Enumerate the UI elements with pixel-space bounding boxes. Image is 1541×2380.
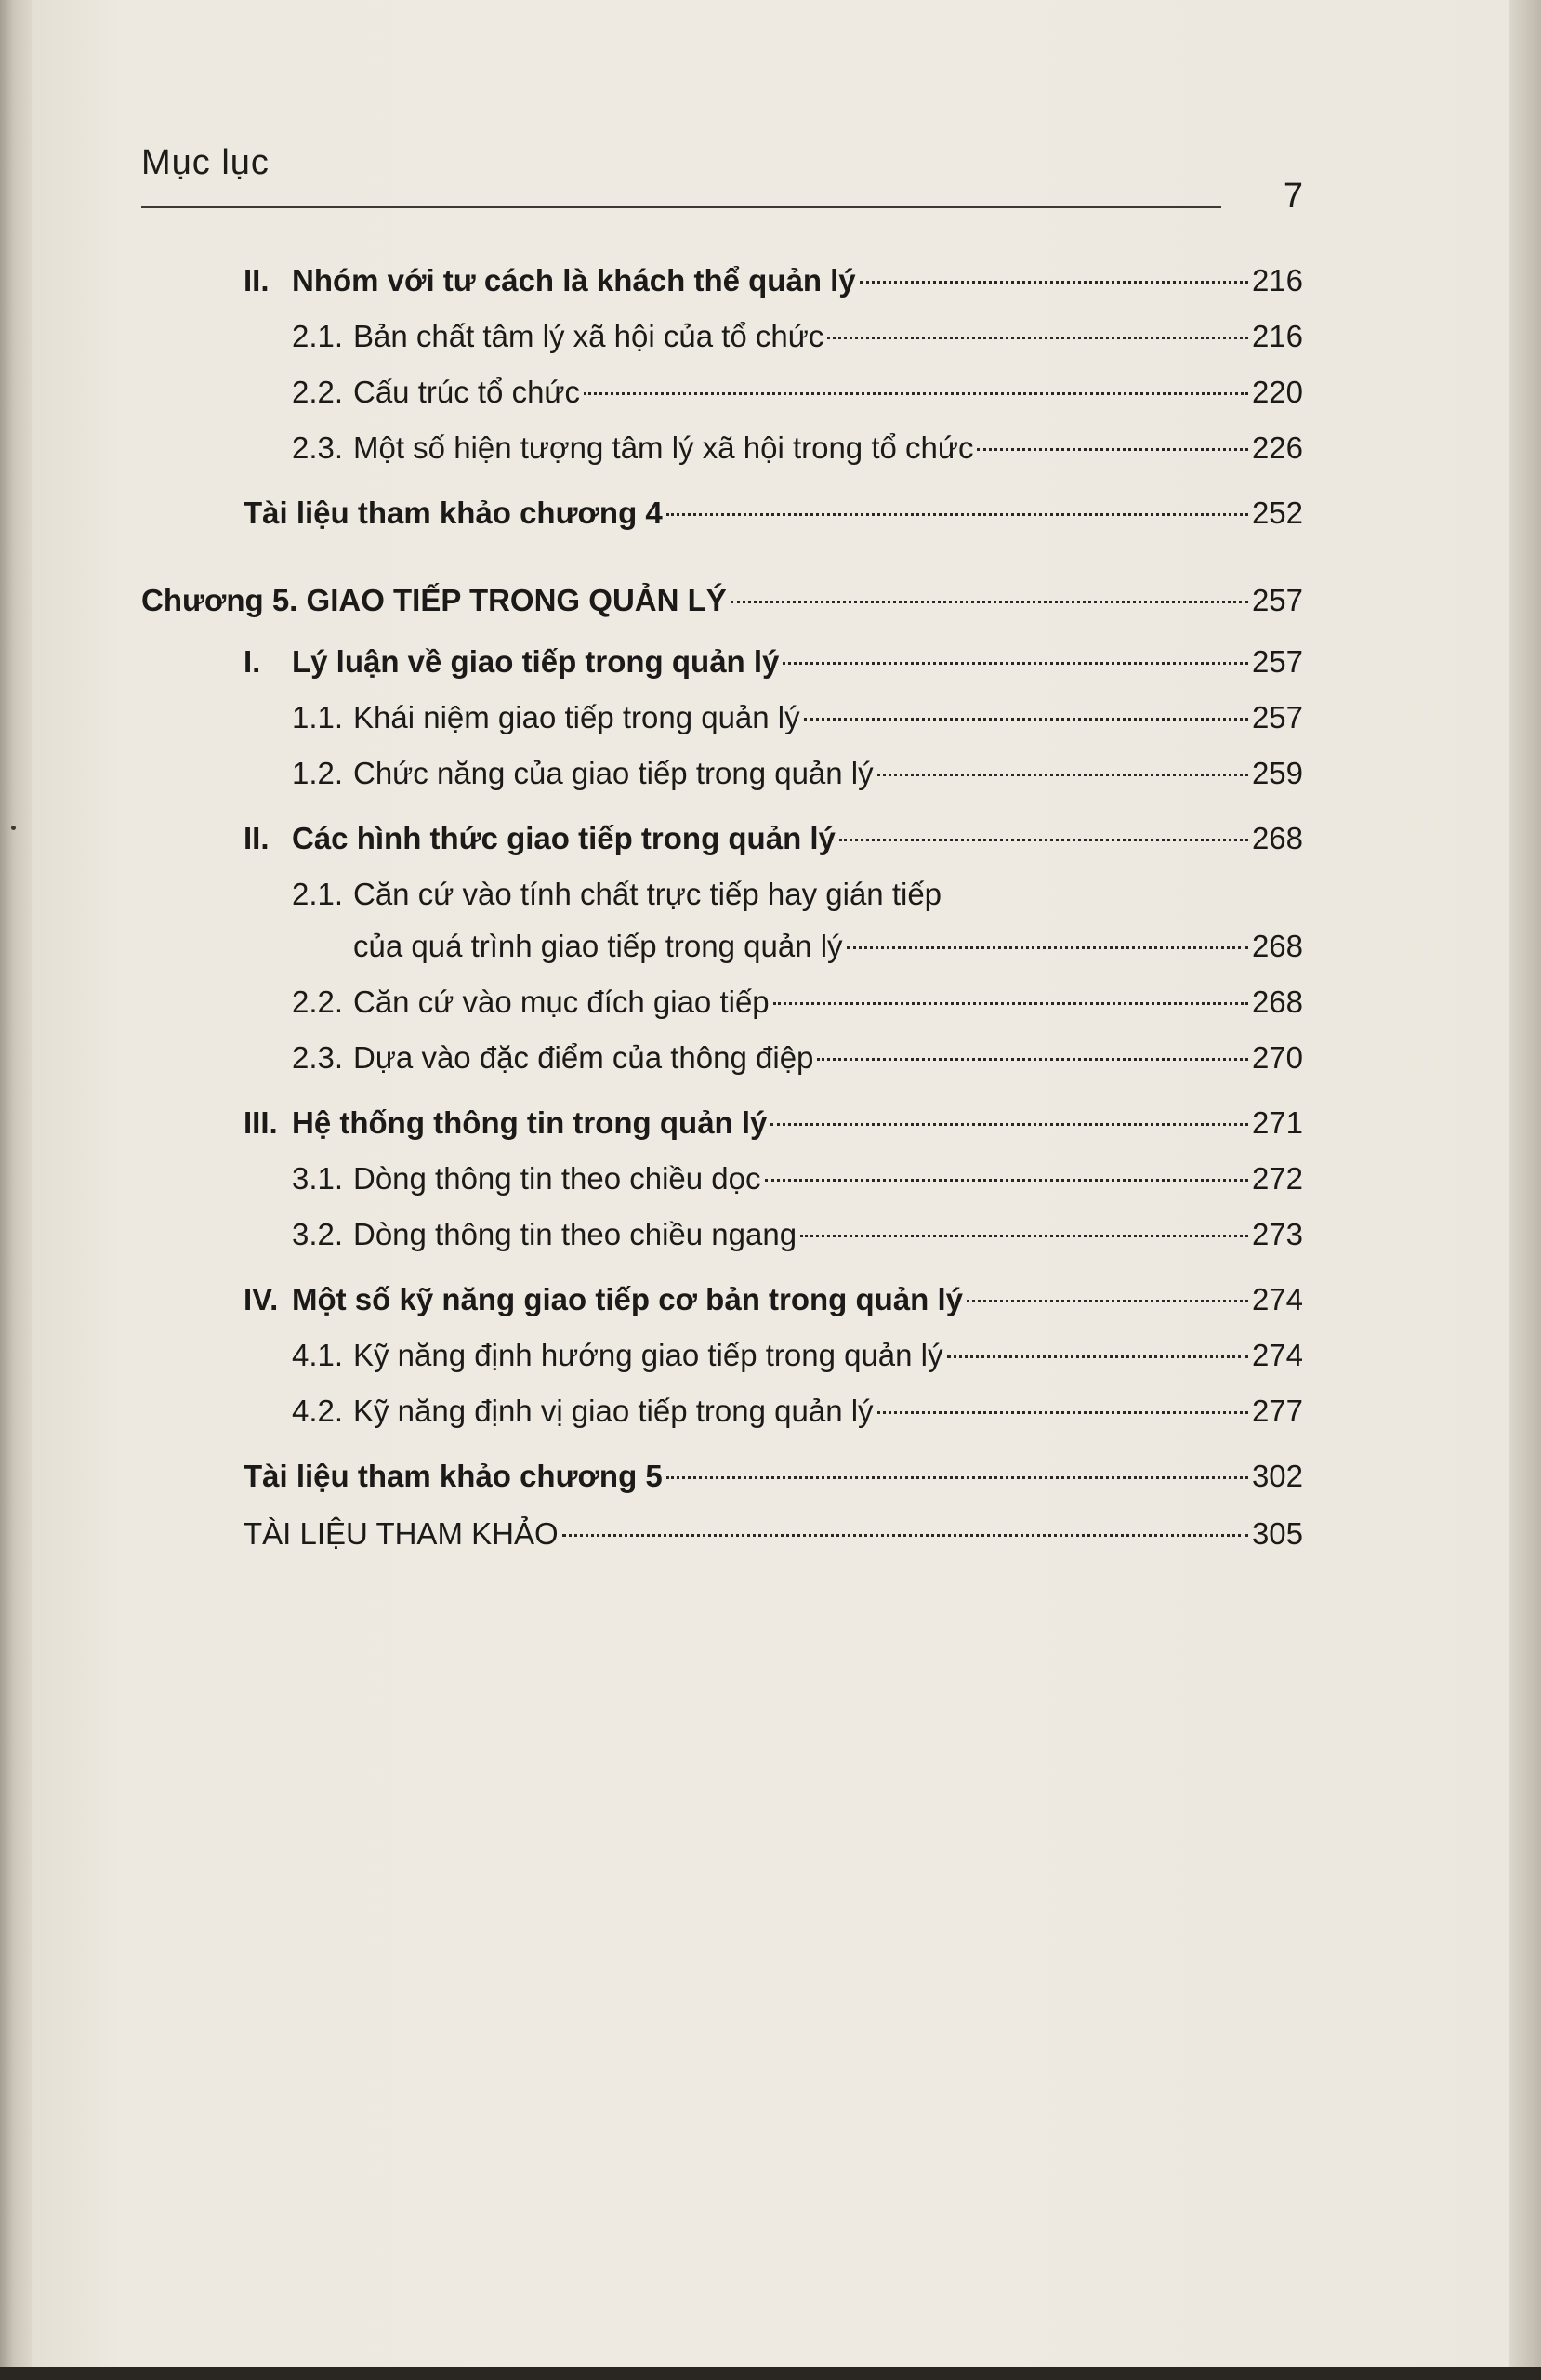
toc-entry-number: 3.1. xyxy=(292,1161,344,1196)
toc-entry-number: 2.1. xyxy=(292,877,344,911)
toc-entry xyxy=(141,1038,1303,1078)
header-title: Mục lục xyxy=(141,143,270,182)
toc-entry xyxy=(141,982,1303,1023)
toc-entry-number: III. xyxy=(244,1105,278,1140)
dot-leader xyxy=(817,1058,1248,1061)
toc-entry-page: 220 xyxy=(1251,375,1303,409)
toc-entry-number: 2.1. xyxy=(292,319,344,353)
table-of-contents xyxy=(141,260,1303,1554)
toc-entry-title: Dựa vào đặc điểm của thông điệp xyxy=(353,1040,814,1075)
toc-entry-number: 2.2. xyxy=(292,375,344,409)
toc-entry-title: Lý luận về giao tiếp trong quản lý xyxy=(292,644,780,679)
dot-leader xyxy=(731,601,1248,603)
toc-entry xyxy=(141,372,1303,413)
toc-entry-title: Dòng thông tin theo chiều ngang xyxy=(353,1217,797,1251)
dot-leader xyxy=(967,1300,1248,1302)
toc-entry-number: I. xyxy=(244,644,261,679)
toc-entry-number: 4.1. xyxy=(292,1338,344,1372)
toc-entry-page: 226 xyxy=(1251,430,1303,465)
toc-entry-page: 259 xyxy=(1251,756,1303,790)
dot-leader xyxy=(860,281,1248,284)
dot-leader xyxy=(584,392,1248,395)
dot-leader xyxy=(847,946,1248,949)
toc-entry-title: Kỹ năng định hướng giao tiếp trong quản lý xyxy=(353,1338,943,1372)
toc-entry-page: 302 xyxy=(1251,1459,1303,1493)
binding-mark xyxy=(11,826,16,830)
toc-entry-title: Hệ thống thông tin trong quản lý xyxy=(292,1105,768,1140)
toc-entry xyxy=(141,874,1303,915)
toc-entry xyxy=(141,1158,1303,1199)
dot-leader xyxy=(765,1179,1248,1182)
dot-leader xyxy=(783,662,1248,665)
toc-entry-number: 1.1. xyxy=(292,700,344,734)
toc-entry xyxy=(141,493,1303,534)
toc-entry-number: IV. xyxy=(244,1282,279,1316)
toc-entry xyxy=(141,1214,1303,1255)
toc-entry-title: Một số kỹ năng giao tiếp cơ bản trong quản lý xyxy=(292,1282,964,1316)
toc-entry-number: 2.3. xyxy=(292,430,344,465)
toc-entry-page: 277 xyxy=(1251,1394,1303,1428)
toc-entry-page: 270 xyxy=(1251,1040,1303,1075)
toc-entry-title: Một số hiện tượng tâm lý xã hội trong tổ chức xyxy=(353,430,974,465)
dot-leader xyxy=(562,1534,1248,1537)
book-spine-shadow xyxy=(0,0,32,2380)
toc-entry-page: 216 xyxy=(1251,319,1303,353)
toc-entry xyxy=(141,1103,1303,1144)
dot-leader xyxy=(773,1002,1248,1005)
dot-leader xyxy=(666,1476,1248,1479)
toc-entry-page: 268 xyxy=(1251,821,1303,855)
toc-entry-number: II. xyxy=(244,263,270,298)
toc-entry xyxy=(141,641,1303,682)
toc-entry-page: 257 xyxy=(1251,583,1303,617)
dot-leader xyxy=(877,1411,1248,1414)
toc-entry-title: Căn cứ vào tính chất trực tiếp hay gián tiếp xyxy=(353,877,942,911)
toc-entry xyxy=(141,1279,1303,1320)
toc-entry-page: 257 xyxy=(1251,700,1303,734)
toc-entry-title: Chức năng của giao tiếp trong quản lý xyxy=(353,756,874,790)
toc-entry-page: 268 xyxy=(1251,985,1303,1019)
toc-entry-title: Cấu trúc tổ chức xyxy=(353,375,581,409)
toc-entry-title-line2: của quá trình giao tiếp trong quản lý xyxy=(353,929,843,963)
page-number: 7 xyxy=(1283,177,1303,216)
toc-chapter-title: Chương 5. GIAO TIẾP TRONG QUẢN LÝ xyxy=(141,583,727,617)
toc-entry xyxy=(141,697,1303,738)
dot-leader xyxy=(800,1235,1248,1237)
toc-entry xyxy=(141,1391,1303,1432)
toc-entry-page: 272 xyxy=(1251,1161,1303,1196)
toc-entry-number: 3.2. xyxy=(292,1217,344,1251)
toc-entry-page: 305 xyxy=(1251,1516,1303,1551)
toc-entry xyxy=(141,1456,1303,1497)
dot-leader xyxy=(770,1123,1248,1126)
toc-entry-title: Dòng thông tin theo chiều dọc xyxy=(353,1161,761,1196)
toc-entry-page: 268 xyxy=(1251,929,1303,963)
toc-entry-page: 216 xyxy=(1251,263,1303,298)
toc-entry-title: Kỹ năng định vị giao tiếp trong quản lý xyxy=(353,1394,874,1428)
dot-leader xyxy=(804,718,1248,721)
toc-entry xyxy=(141,1514,1303,1554)
toc-entry xyxy=(141,428,1303,469)
header-rule xyxy=(141,206,1221,208)
dot-leader xyxy=(839,839,1248,841)
toc-entry-number: 2.3. xyxy=(292,1040,344,1075)
toc-entry-number: 4.2. xyxy=(292,1394,344,1428)
running-header xyxy=(141,139,1303,214)
dot-leader xyxy=(947,1355,1248,1358)
toc-entry-page: 273 xyxy=(1251,1217,1303,1251)
toc-entry xyxy=(141,316,1303,357)
toc-entry-title: Nhóm với tư cách là khách thể quản lý xyxy=(292,263,856,298)
bottom-shadow xyxy=(0,2367,1541,2380)
toc-entry-title: Bản chất tâm lý xã hội của tổ chức xyxy=(353,319,824,353)
toc-entry-page: 252 xyxy=(1251,496,1303,530)
toc-entry-title: Các hình thức giao tiếp trong quản lý xyxy=(292,821,836,855)
toc-chapter xyxy=(141,580,1303,621)
toc-entry xyxy=(141,1335,1303,1376)
dot-leader xyxy=(666,513,1248,516)
toc-entry-number: 2.2. xyxy=(292,985,344,1019)
toc-entry-title: TÀI LIỆU THAM KHẢO xyxy=(244,1516,559,1551)
toc-entry-number: II. xyxy=(244,821,270,855)
toc-entry-title: Căn cứ vào mục đích giao tiếp xyxy=(353,985,770,1019)
toc-entry xyxy=(141,818,1303,859)
toc-entry-number: 1.2. xyxy=(292,756,344,790)
toc-entry-page: 274 xyxy=(1251,1338,1303,1372)
toc-entry-page: 257 xyxy=(1251,644,1303,679)
toc-entry xyxy=(141,753,1303,794)
toc-entry xyxy=(141,260,1303,301)
toc-entry-title: Tài liệu tham khảo chương 4 xyxy=(244,496,663,530)
dot-leader xyxy=(827,337,1248,339)
toc-entry-page: 274 xyxy=(1251,1282,1303,1316)
toc-entry-page: 271 xyxy=(1251,1105,1303,1140)
dot-leader xyxy=(877,774,1248,776)
toc-entry-title: Tài liệu tham khảo chương 5 xyxy=(244,1459,663,1493)
page-edge xyxy=(1509,0,1541,2380)
toc-entry-continuation xyxy=(141,926,1303,967)
toc-entry-title: Khái niệm giao tiếp trong quản lý xyxy=(353,700,800,734)
dot-leader xyxy=(977,448,1247,451)
